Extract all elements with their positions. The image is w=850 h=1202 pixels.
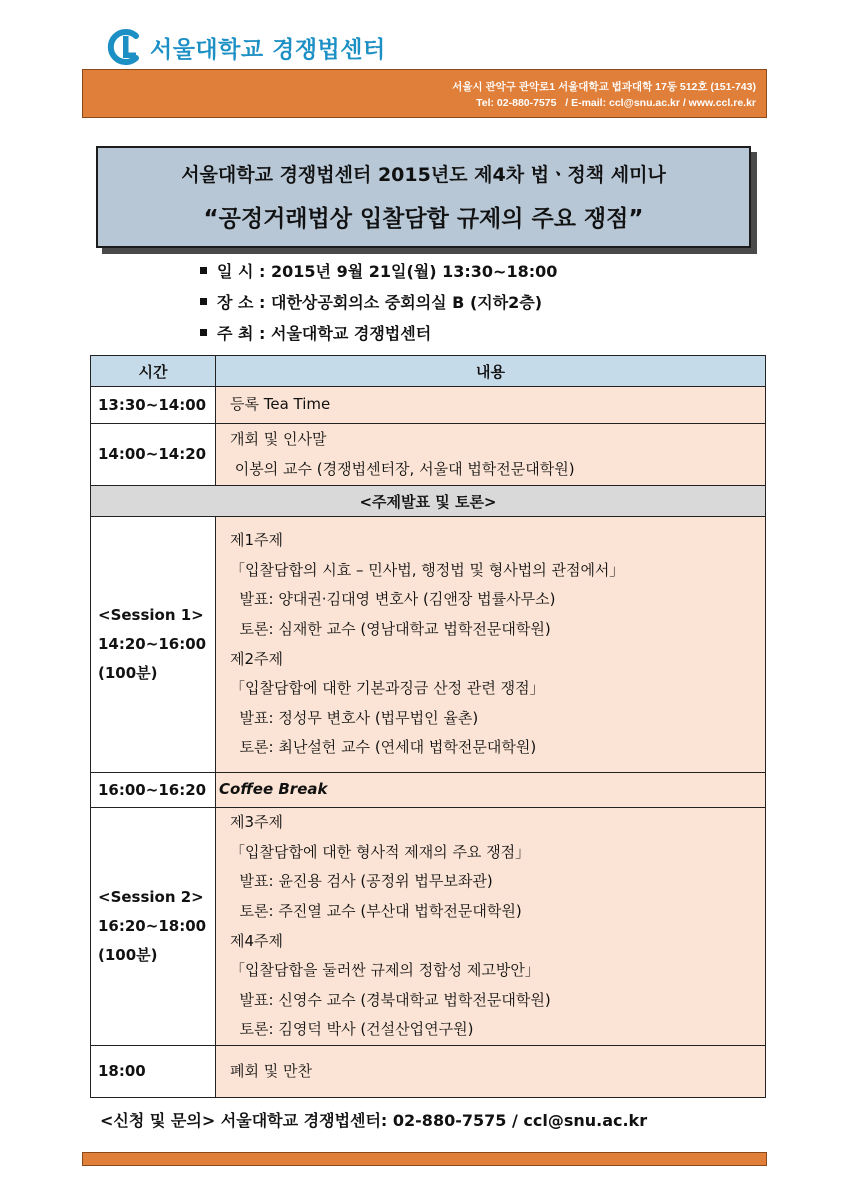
seminar-subtitle: “공정거래법상 입찰담합 규제의 주요 쟁점”: [203, 206, 644, 232]
content-cell: Coffee Break: [216, 773, 766, 808]
bullet-icon: [200, 329, 207, 336]
contact-line: Tel: 02-880-7575 / E-mail: ccl@snu.ac.kr / www.ccl.re.kr: [476, 97, 756, 109]
header-content: 내용: [216, 356, 766, 387]
info-host: 주 최 : 서울대학교 경쟁법센터: [200, 321, 431, 344]
section-band-row: [91, 486, 766, 517]
section-band: <주제발표 및 토론>: [91, 486, 766, 517]
time-cell: <Session 2> 16:20~18:00 (100분): [91, 808, 216, 1046]
table-row: [91, 424, 766, 486]
seminar-title-box: [96, 146, 751, 248]
content-cell: 폐회 및 만찬: [216, 1046, 766, 1098]
time-cell: 16:00~16:20: [91, 773, 216, 808]
content-cell: 제3주제 「입찰담합에 대한 형사적 제재의 주요 쟁점」 발표: 윤진용 검사 (공정위 법무보좌관) 토론: 주진열 교수 (부산대 법학전문대학원) 제4주제 「입찰담합을 둘러싼 규제의 정합성 제고방안」 발표: 신영수 교수 (경북대학교 법학전문대학원) 토론: 김영덕 박사 (건설산업연구원): [216, 808, 766, 1046]
address-bar: [82, 69, 767, 118]
info-date: 일 시 : 2015년 9월 21일(월) 13:30~18:00: [200, 259, 557, 282]
table-row: [91, 808, 766, 1046]
bullet-icon: [200, 267, 207, 274]
table-row: [91, 517, 766, 773]
table-row: [91, 773, 766, 808]
time-cell: 13:30~14:00: [91, 387, 216, 424]
table-row: [91, 1046, 766, 1098]
seminar-title: 서울대학교 경쟁법센터 2015년도 제4차 법ㆍ정책 세미나: [181, 164, 666, 186]
content-cell: 등록 Tea Time: [216, 387, 766, 424]
ccl-logo-icon: [106, 27, 148, 67]
schedule-table: [90, 355, 766, 1098]
logo-text: 서울대학교 경쟁법센터: [150, 36, 386, 63]
content-cell: 제1주제 「입찰담합의 시효 – 민사법, 행정법 및 형사법의 관점에서」 발표: 양대권·김대영 변호사 (김앤장 법률사무소) 토론: 심재한 교수 (영남대학교 법학전문대학원) 제2주제 「입찰담합에 대한 기본과징금 산정 관련 쟁점」 발표: 정성무 변호사 (법무법인 율촌) 토론: 최난설헌 교수 (연세대 법학전문대학원): [216, 517, 766, 773]
bottom-bar: [82, 1152, 767, 1166]
address-line: 서울시 관악구 관악로1 서울대학교 법과대학 17동 512호 (151-743): [452, 81, 756, 93]
header-time: 시간: [91, 356, 216, 387]
time-cell: 14:00~14:20: [91, 424, 216, 486]
info-venue: 장 소 : 대한상공회의소 중회의실 B (지하2층): [200, 290, 542, 313]
center-logo: [106, 27, 386, 67]
time-cell: 18:00: [91, 1046, 216, 1098]
inquiry-text: <신청 및 문의> 서울대학교 경쟁법센터: 02-880-7575 / ccl@snu.ac.kr: [100, 1111, 648, 1130]
content-cell: 개회 및 인사말 이봉의 교수 (경쟁법센터장, 서울대 법학전문대학원): [216, 424, 766, 486]
bullet-icon: [200, 298, 207, 305]
table-row: [91, 387, 766, 424]
time-cell: <Session 1> 14:20~16:00 (100분): [91, 517, 216, 773]
table-header-row: [91, 356, 766, 387]
